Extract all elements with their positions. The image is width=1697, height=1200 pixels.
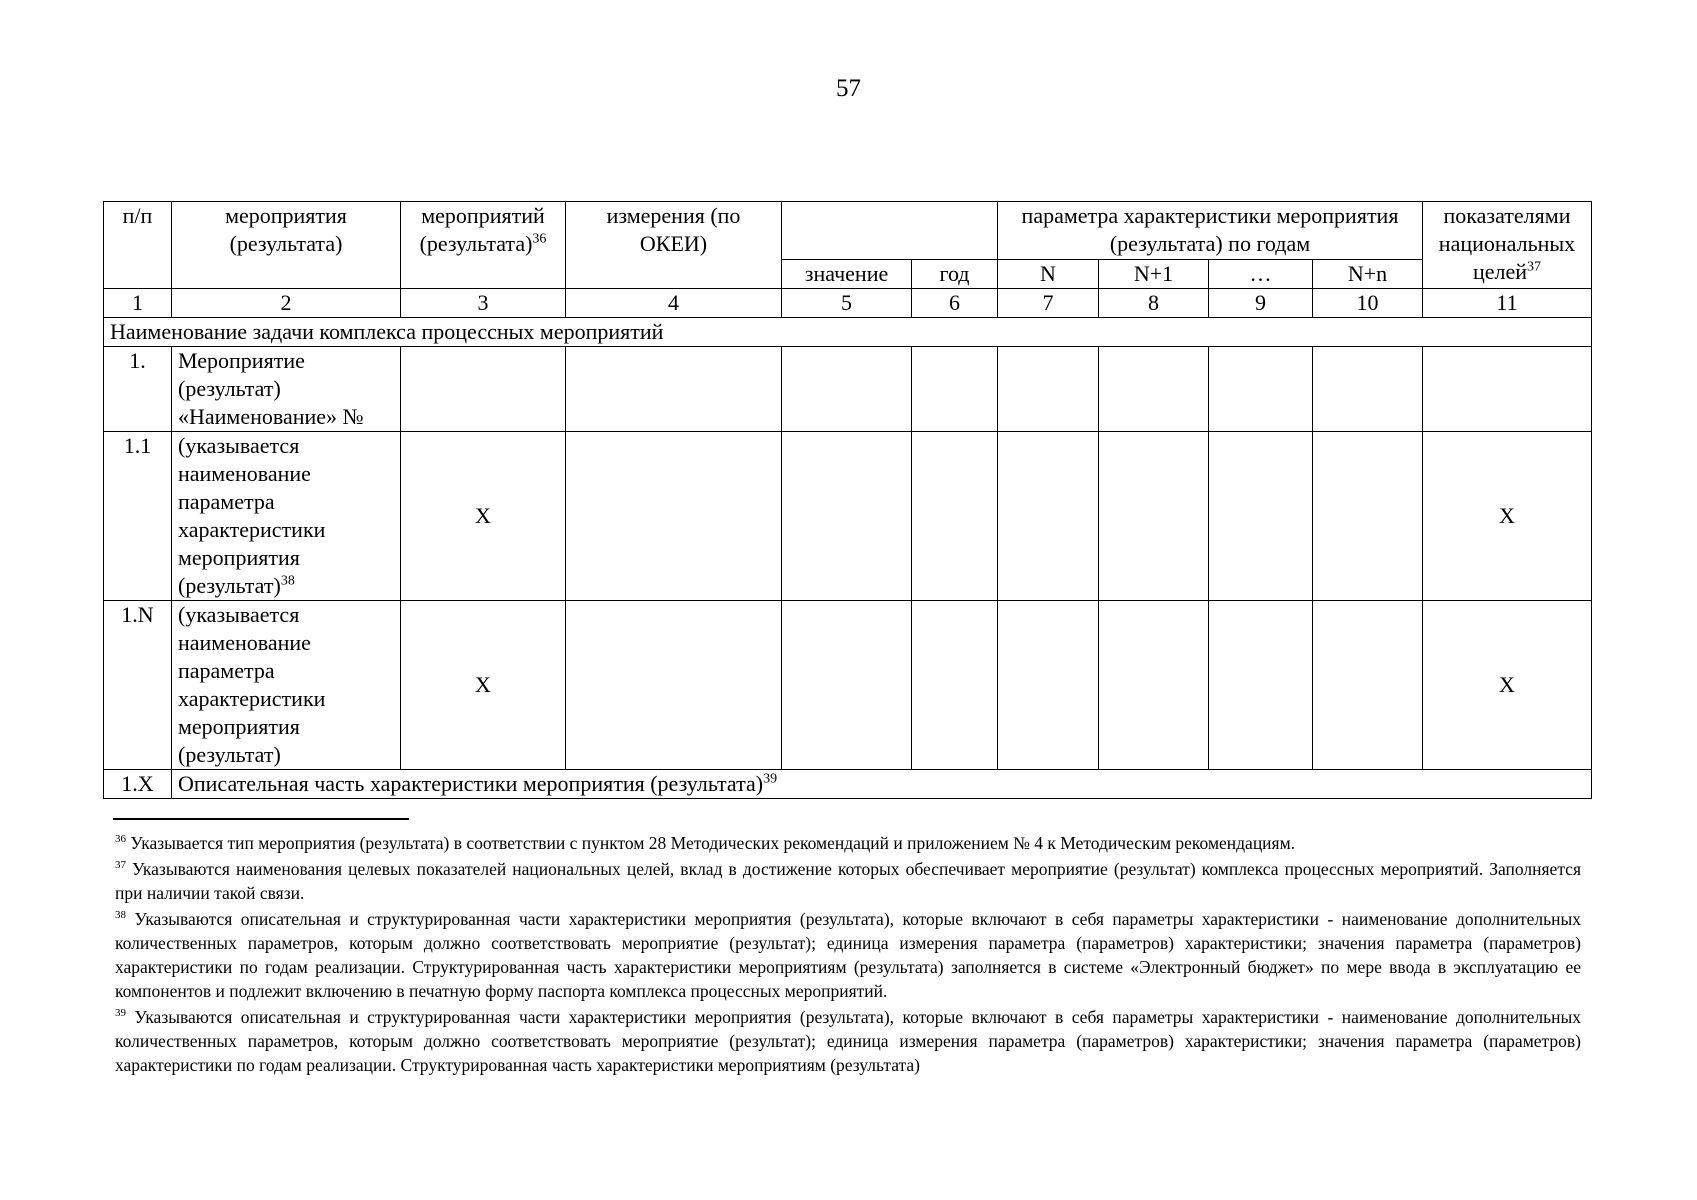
footnotes [115, 831, 1581, 1079]
empty-cell [782, 432, 912, 601]
table-row [104, 770, 1592, 799]
header-base-value [782, 202, 998, 260]
subheader-n: N [998, 260, 1099, 289]
empty-cell [998, 432, 1099, 601]
empty-cell [912, 601, 998, 770]
subheader-n-plus-n: N+n [1313, 260, 1423, 289]
footnote [115, 907, 1581, 1003]
footnote-text: Указываются описательная и структурированная части характеристики мероприятия (результата), которые включают в себя параметры характеристики - наименование дополнительных количественных параметров, которым должно соответствовать мероприятие (результат); единица измерения параметра (параметров) характеристики; значения параметра (параметров) характеристики по годам реализации. Структурированная часть характеристики мероприятиям (результата) [115, 1007, 1581, 1075]
footnote [115, 831, 1581, 855]
empty-cell [1313, 601, 1423, 770]
column-number: 6 [912, 289, 998, 318]
footnote-number: 39 [115, 1007, 126, 1020]
row-type-cell [401, 347, 566, 432]
empty-cell [998, 347, 1099, 432]
row-goals-cell: X [1423, 601, 1592, 770]
empty-cell [1209, 601, 1313, 770]
row-name: (указывается наименование параметра характеристики мероприятия (результат) [172, 601, 401, 770]
column-number: 9 [1209, 289, 1313, 318]
column-number: 11 [1423, 289, 1592, 318]
header-activity-name: мероприятия (результата) [172, 202, 401, 289]
section-title: Наименование задачи комплекса процессных мероприятий [104, 318, 1592, 347]
column-number: 1 [104, 289, 172, 318]
column-number: 4 [566, 289, 782, 318]
row-description: Описательная часть характеристики мероприятия (результата)$^{39}$ [172, 770, 1592, 799]
footnote [115, 1005, 1581, 1077]
table-row [104, 601, 1592, 770]
activities-table [103, 201, 1592, 799]
row-number: 1. [104, 347, 172, 432]
subheader-year: год [912, 260, 998, 289]
empty-cell [1209, 347, 1313, 432]
row-name: Мероприятие (результат) «Наименование» № [172, 347, 401, 432]
empty-cell [782, 601, 912, 770]
empty-cell [1099, 601, 1209, 770]
table-row [104, 432, 1592, 601]
footnote-number: 38 [115, 909, 126, 922]
empty-cell [782, 347, 912, 432]
empty-cell [1313, 432, 1423, 601]
empty-cell [1099, 347, 1209, 432]
footnote-separator [113, 818, 409, 820]
column-number: 8 [1099, 289, 1209, 318]
header-pp: п/п [104, 202, 172, 289]
row-name: (указывается наименование параметра характеристики мероприятия (результат)$^{38}$ [172, 432, 401, 601]
column-number: 5 [782, 289, 912, 318]
footnote-ref-36: 36 [532, 231, 547, 247]
empty-cell [1209, 432, 1313, 601]
subheader-value: значение [782, 260, 912, 289]
row-number: 1.N [104, 601, 172, 770]
header-unit: измерения (по ОКЕИ) [566, 202, 782, 289]
footnote-ref-37: 37 [1527, 259, 1542, 275]
row-goals-cell [1423, 347, 1592, 432]
table-row [104, 347, 1592, 432]
column-number: 10 [1313, 289, 1423, 318]
column-number: 3 [401, 289, 566, 318]
empty-cell [998, 601, 1099, 770]
empty-cell [1313, 347, 1423, 432]
column-number: 2 [172, 289, 401, 318]
empty-cell [912, 347, 998, 432]
page-number: 57 [836, 75, 861, 102]
row-number: 1.1 [104, 432, 172, 601]
footnote-number: 37 [115, 859, 126, 872]
empty-cell [912, 432, 998, 601]
row-goals-cell: X [1423, 432, 1592, 601]
empty-cell [566, 601, 782, 770]
table-header-row [104, 202, 1592, 260]
footnote-ref-39: 39 [763, 771, 778, 787]
empty-cell [566, 432, 782, 601]
row-type-cell: X [401, 432, 566, 601]
subheader-n-plus-1: N+1 [1099, 260, 1209, 289]
footnote-ref-38: 38 [280, 573, 295, 589]
empty-cell [1099, 432, 1209, 601]
column-numbers-row [104, 289, 1592, 318]
subheader-dots: … [1209, 260, 1313, 289]
header-years: параметра характеристики мероприятия (результата) по годам [998, 202, 1423, 260]
column-number: 7 [998, 289, 1099, 318]
header-national-goals: показателями национальных целей$^{37}$ [1423, 202, 1592, 289]
footnote-number: 36 [115, 833, 126, 846]
header-activity-type: мероприятий (результата)$^{36}$ [401, 202, 566, 289]
footnote-text: Указываются наименования целевых показателей национальных целей, вклад в достижение которых обеспечивает мероприятие (результат) комплекса процессных мероприятий. Заполняется при наличии такой связи. [115, 859, 1581, 903]
row-number: 1.X [104, 770, 172, 799]
footnote-text: Указываются описательная и структурированная части характеристики мероприятия (результата), которые включают в себя параметры характеристики - наименование дополнительных количественных параметров, которым должно соответствовать мероприятие (результат); единица измерения параметра (параметров) характеристики; значения параметра (параметров) характеристики по годам реализации. Структурированная часть характеристики мероприятиям (результата) заполняется в системе «Электронный бюджет» по мере ввода в эксплуатацию ее компонентов и подлежит включению в печатную форму паспорта комплекса процессных мероприятий. [115, 909, 1581, 1001]
footnote-text: Указывается тип мероприятия (результата) в соответствии с пунктом 28 Методических рекомендаций и приложением № 4 к Методическим рекомендациям. [130, 833, 1296, 853]
row-type-cell: X [401, 601, 566, 770]
section-row [104, 318, 1592, 347]
empty-cell [566, 347, 782, 432]
footnote [115, 857, 1581, 905]
